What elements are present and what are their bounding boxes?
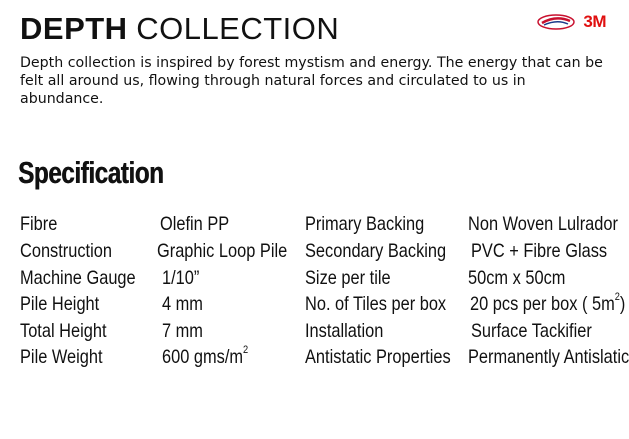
spec-label: Antistatic Properties [305, 346, 451, 368]
specification-heading: Specification [18, 155, 164, 190]
scotchgard-logo-icon [537, 13, 575, 31]
spec-value: 7 mm [162, 320, 203, 342]
superscript: 2 [243, 344, 249, 356]
spec-row [0, 240, 620, 266]
spec-label: Pile Weight [20, 346, 103, 368]
spec-row [0, 320, 620, 346]
spec-value [470, 293, 625, 316]
spec-label: Size per tile [305, 267, 391, 289]
closing-paren: ) [619, 293, 626, 315]
spec-value: Surface Tackifier [471, 320, 592, 342]
spec-value: Graphic Loop Pile [157, 240, 288, 262]
spec-label: Pile Height [20, 293, 100, 315]
spec-value: Permanently Antislatic [468, 346, 629, 368]
spec-value [162, 346, 248, 369]
spec-row [0, 291, 626, 319]
box-quantity-text: 20 pcs per box ( 5m [470, 293, 615, 315]
spec-row [0, 267, 620, 293]
3m-logo: 3M [583, 12, 606, 31]
spec-value: 50cm x 50cm [468, 267, 566, 289]
title-bold: DEPTH [20, 11, 128, 46]
spec-row [0, 344, 629, 372]
page-title [20, 10, 339, 48]
spec-label: Secondary Backing [305, 240, 447, 262]
spec-label: Machine Gauge [20, 267, 136, 289]
spec-value: 4 mm [162, 293, 203, 315]
spec-value: PVC + Fibre Glass [471, 240, 608, 262]
spec-label: Installation [305, 320, 384, 342]
weight-text: 600 gms/m [162, 346, 244, 368]
superscript: 2 [614, 291, 620, 303]
spec-label: Construction [20, 240, 112, 262]
spec-value: Olefin PP [160, 213, 230, 235]
brand-logos [537, 12, 606, 32]
title-light: COLLECTION [136, 11, 340, 46]
spec-label: No. of Tiles per box [305, 293, 447, 315]
collection-description: Depth collection is inspired by forest mystism and energy. The energy that can be felt all around us, flowing through natural forces and circulated to us in abundance. [20, 55, 603, 107]
spec-value: 1/10” [162, 267, 200, 289]
spec-label: Fibre [20, 213, 58, 235]
spec-label: Total Height [20, 320, 107, 342]
spec-value: Non Woven Lulrador [468, 213, 618, 235]
spec-label: Primary Backing [305, 213, 425, 235]
spec-row [0, 213, 620, 239]
